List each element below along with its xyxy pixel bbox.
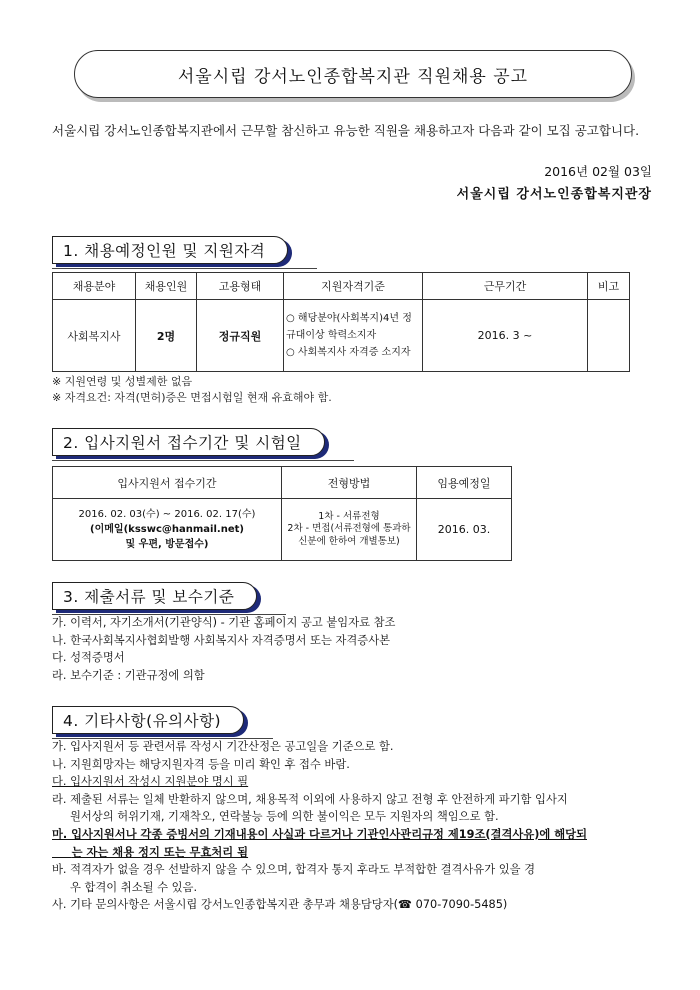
application-email: (이메일(ksswc@hanmail.net): [90, 524, 244, 535]
criteria-degree: ○ 해당분야(사회복지)4년 정규대이상 학력소지자: [286, 313, 412, 341]
list-item: 나. 지원희망자는 해당지원자격 등을 미리 확인 후 접수 바람.: [52, 757, 350, 771]
note-license: ※ 자격요건: 자격(면허)증은 면접시험일 현재 유효해야 함.: [52, 391, 332, 404]
cell-method: [282, 499, 417, 561]
list-item: 마. 입사지원서나 각종 증빙서의 기재내용이 사실과 다르거나 기관인사관리규정 제19조(결격사유)에 해당되: [52, 827, 587, 841]
list-item: 다. 입사지원서 작성시 지원분야 명시 필: [52, 775, 249, 789]
application-table: [52, 466, 512, 561]
header-type: 고용형태: [197, 273, 284, 300]
header-method: 전형방법: [282, 467, 417, 499]
notes-list: [52, 738, 652, 914]
criteria-license: ○ 사회복지사 자격증 소지자: [286, 347, 411, 358]
list-item: 바. 적격자가 없을 경우 선발하지 않을 수 있으며, 합격자 통지 후라도 부적합한 결격사유가 있을 경: [52, 863, 536, 877]
documents-list: [52, 614, 652, 684]
list-item: 가. 이력서, 자기소개서(기관양식) - 기관 홈페이지 공고 붙임자료 참조: [52, 616, 396, 629]
list-item: 라. 보수기준 : 기관규정에 의함: [52, 668, 205, 682]
intro-text: 서울시립 강서노인종합복지관에서 근무할 참신하고 유능한 직원을 채용하고자 다음과 같이 모집 공고합니다.: [52, 123, 640, 138]
cell-period: 2016. 3 ~: [423, 300, 588, 372]
section-2-heading: 2. 입사지원서 접수기간 및 시험일: [52, 428, 325, 456]
list-item: 우 합격이 취소될 수 있음.: [52, 880, 198, 894]
note-age-gender: ※ 지원연령 및 성별제한 없음: [52, 375, 193, 388]
list-item: 나. 한국사회복지사협회발행 사회복지사 자격증명서 또는 자격증사본: [52, 633, 391, 647]
application-dates: 2016. 02. 03(수) ~ 2016. 02. 17(수): [78, 509, 256, 520]
header-field: 채용분야: [53, 273, 136, 300]
list-item: 라. 제출된 서류는 일체 반환하지 않으며, 채용목적 이외에 사용하지 않고 전형 후 안전하게 파기함 입사지: [52, 792, 568, 806]
header-appointment: 임용예정일: [417, 467, 512, 499]
header-application-period: 입사지원서 접수기간: [53, 467, 282, 499]
list-item: 다. 성적증명서: [52, 651, 125, 665]
cell-application-period: [53, 499, 282, 561]
cell-appointment: 2016. 03.: [417, 499, 512, 561]
section-4-heading: 4. 기타사항(유의사항): [52, 706, 244, 734]
header-remarks: 비고: [588, 273, 630, 300]
application-other-channels: 및 우편, 방문접수): [125, 539, 209, 550]
header-criteria: 지원자격기준: [284, 273, 423, 300]
section-1-heading: 1. 채용예정인원 및 지원자격: [52, 236, 288, 264]
cell-remarks: [588, 300, 630, 372]
list-item: 는 자는 채용 정지 또는 무효처리 됨: [52, 845, 249, 859]
cell-criteria: [284, 300, 423, 372]
cell-field: 사회복지사: [53, 300, 136, 372]
list-item: 가. 입사지원서 등 관련서류 작성시 기간산정은 공고일을 기준으로 함.: [52, 740, 394, 753]
section-3-heading: 3. 제출서류 및 보수기준: [52, 582, 257, 610]
organization-signature: 서울시립 강서노인종합복지관장: [456, 187, 652, 202]
cell-count: 2명: [136, 300, 197, 372]
method-stage-1: 1차 - 서류전형: [318, 510, 380, 522]
method-stage-2: 2차 - 면접(서류전형에 통과하신분에 한하여 개별통보): [287, 523, 411, 547]
cell-type: 정규직원: [197, 300, 284, 372]
recruitment-table: [52, 272, 630, 372]
header-period: 근무기간: [423, 273, 588, 300]
notice-title: 서울시립 강서노인종합복지관 직원채용 공고: [74, 50, 632, 98]
list-item: 원서상의 허위기재, 기재착오, 연락불능 등에 의한 불이익은 모두 지원자의 책임으로 함.: [52, 810, 499, 824]
header-count: 채용인원: [136, 273, 197, 300]
notice-date: 2016년 02월 03일: [544, 164, 652, 179]
list-item: 사. 기타 문의사항은 서울시립 강서노인종합복지관 총무과 채용담당자(☎ 070-7090-5485): [52, 898, 508, 912]
